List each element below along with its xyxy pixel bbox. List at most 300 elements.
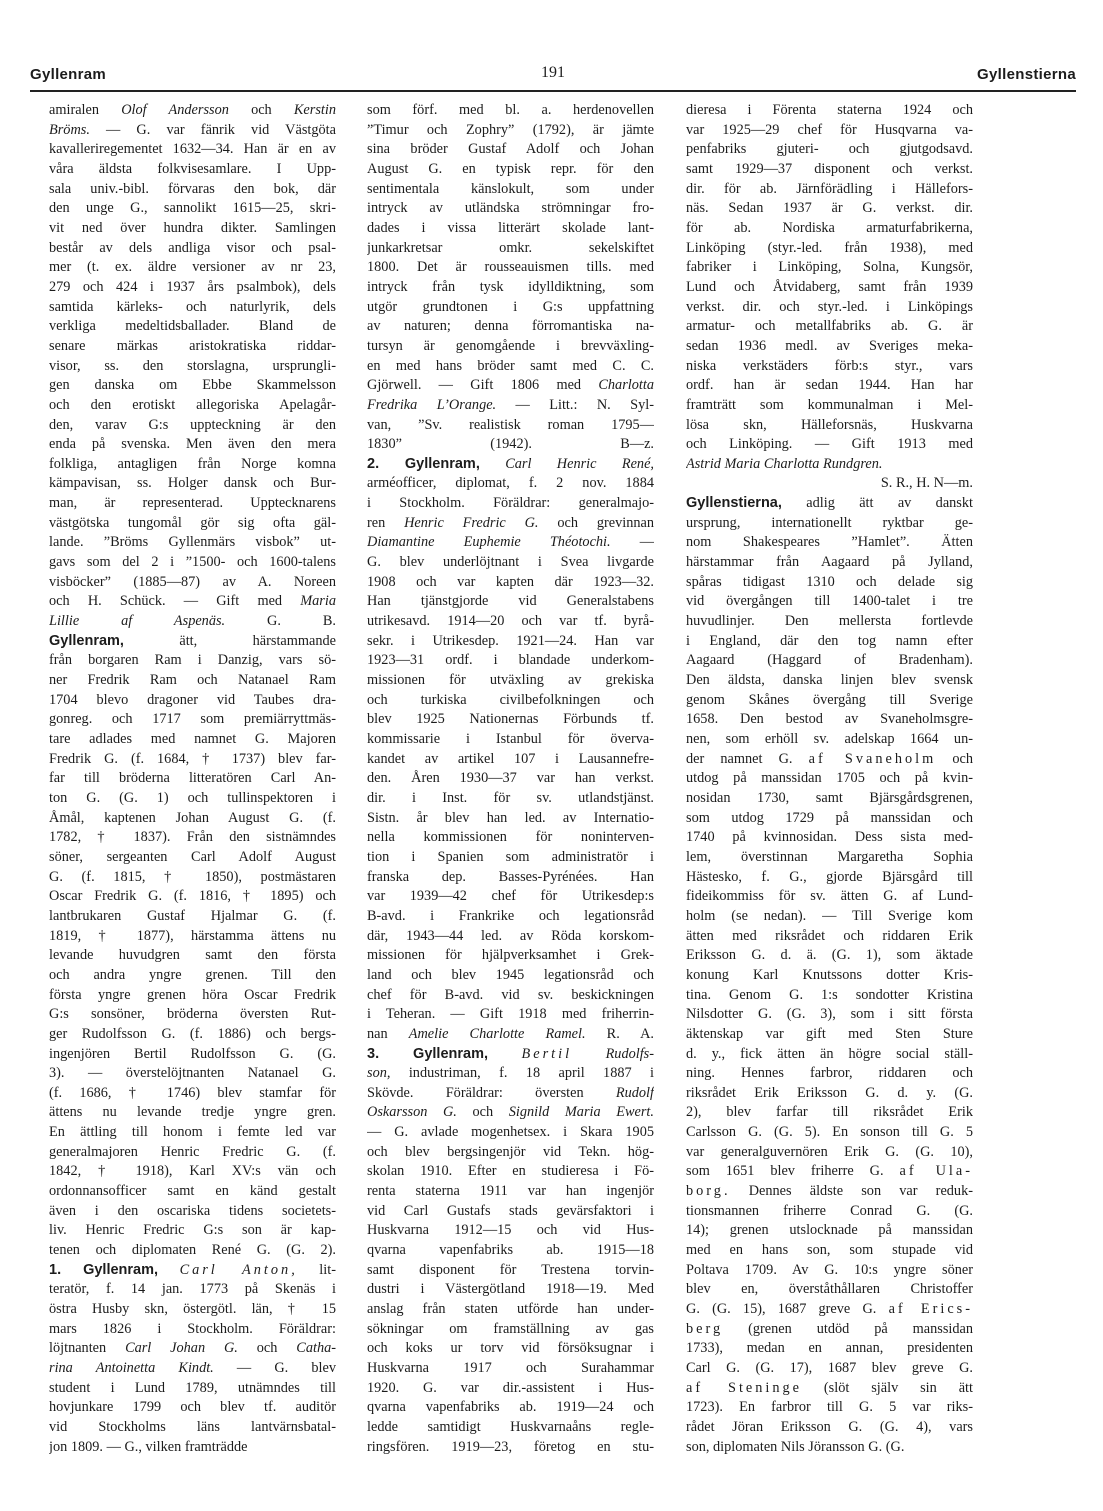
text-run: utdog på manssidan 1705 och på kvin- — [686, 770, 973, 787]
text-run: kämpavisan, ss. Holger dansk och Bur- — [49, 475, 336, 492]
italic-name: Astrid Maria Charlotta Rundgren. — [686, 455, 883, 472]
running-head-left: Gyllenram — [30, 66, 107, 83]
text-line — [686, 848, 973, 868]
text-run: dir. i Inst. för sv. utlandstjänst. — [367, 789, 654, 806]
text-line — [49, 769, 336, 789]
text-run: näs. Sedan 1937 är G. verkst. dir. — [686, 200, 973, 217]
italic-name: Carl Anton, — [179, 1261, 298, 1278]
text-run: missionen för hjälpverksamhet i Grek- — [367, 947, 654, 964]
text-line — [686, 494, 973, 514]
text-line — [49, 494, 336, 514]
text-line — [49, 946, 336, 966]
text-line — [49, 828, 336, 848]
text-run: af Svaneholm — [808, 750, 937, 767]
text-run: hovjunkare 1799 och blev tf. auditör — [49, 1399, 336, 1416]
text-run: gonreg. och 1717 som premiärryttmäs- — [49, 711, 336, 728]
text-run: 1819, † 1877), härstamma ättens nu — [49, 927, 336, 944]
text-column-1 — [49, 101, 336, 1481]
italic-name: Lillie af Aspenäs. — [49, 613, 226, 630]
text-line — [49, 710, 336, 730]
text-line — [367, 946, 654, 966]
text-run: ätten med riksrådet och riddaren Erik — [686, 927, 973, 944]
text-line — [49, 121, 336, 141]
text-run: lantbrukaren Gustaf Hjalmar G. (f. — [49, 907, 336, 924]
text-run: spåras tidigast 1310 och delade sig — [686, 573, 973, 590]
text-run: sökningar om framställning av gas — [367, 1320, 654, 1337]
text-line — [686, 553, 973, 573]
text-line — [686, 357, 973, 377]
text-run: gen danska om Ebbe Skammelsson — [49, 377, 336, 394]
text-line — [367, 278, 654, 298]
text-run: student i Lund 1789, utnämndes till — [49, 1379, 336, 1396]
text-line — [686, 1123, 973, 1143]
text-line — [49, 1261, 336, 1281]
text-line — [686, 199, 973, 219]
text-line — [49, 927, 336, 947]
text-run: och H. Schück. — Gift med — [49, 593, 301, 610]
text-line — [686, 258, 973, 278]
text-line — [686, 1103, 973, 1123]
text-line — [686, 337, 973, 357]
text-run: i Stockholm. Föräldrar: generalmajo- — [367, 495, 654, 512]
text-run: ning. Hennes farbror, riddaren och — [686, 1065, 973, 1082]
italic-name: Catha- — [296, 1340, 336, 1357]
text-line — [49, 1398, 336, 1418]
text-line — [686, 671, 973, 691]
text-line — [367, 553, 654, 573]
text-line — [367, 1162, 654, 1182]
text-run: Hästesko, f. G., gjorde Bjärsgård till — [686, 868, 973, 885]
text-line — [686, 730, 973, 750]
text-run: borg. — [686, 1183, 731, 1200]
text-line — [49, 1379, 336, 1399]
text-line — [367, 298, 654, 318]
text-line — [49, 101, 336, 121]
text-line — [686, 651, 973, 671]
text-line — [686, 632, 973, 652]
text-line — [49, 514, 336, 534]
text-run: ordf. han är sedan 1944. Han har — [686, 377, 973, 394]
text-line — [49, 1143, 336, 1163]
text-run: arméofficer, diplomat, f. 2 nov. 1884 — [367, 475, 654, 492]
text-run: i England, där den tog namn efter — [686, 632, 973, 649]
text-run: sentimentala känslokult, som under — [367, 180, 654, 197]
text-line — [367, 1084, 654, 1104]
text-run: tare adlades med namnet G. Majoren — [49, 731, 336, 747]
text-run: 1908 och var kapten där 1923—32. — [367, 573, 654, 590]
text-run: Den äldsta, danska linjen blev svensk — [686, 672, 973, 689]
text-run: R. A. — [585, 1025, 654, 1042]
text-run: och Linköping. — Gift 1913 med — [686, 436, 973, 453]
italic-name: Oskarsson G. — [367, 1104, 457, 1121]
text-line — [49, 632, 336, 652]
text-run: (f. 1686, † 1746) blev stamfar för — [49, 1084, 336, 1101]
text-run: intryck av utländska strömningar fro- — [367, 200, 654, 217]
text-run: utrikesavd. 1914—20 och var tf. byrå- — [367, 613, 654, 630]
text-line — [367, 966, 654, 986]
text-line — [49, 357, 336, 377]
text-line — [49, 396, 336, 416]
text-run: även i den oscariska tidens societets- — [49, 1202, 336, 1219]
text-run: d. y., fick ätten än högre social ställ- — [686, 1045, 973, 1062]
text-line — [367, 710, 654, 730]
text-line — [367, 907, 654, 927]
text-line — [686, 1241, 973, 1261]
text-line — [686, 1379, 973, 1399]
text-line — [686, 691, 973, 711]
text-run: dustri i Västergötland 1918—19. Med — [367, 1281, 654, 1298]
text-line — [367, 337, 654, 357]
text-run: Poltava 1709. Av G. 10:s yngre söner — [686, 1261, 973, 1278]
text-line — [686, 789, 973, 809]
text-line — [367, 828, 654, 848]
text-run: S. R., H. N—m. — [880, 475, 973, 492]
text-run: renta staterna 1911 var han ingenjör — [367, 1183, 654, 1200]
text-line — [367, 1103, 654, 1123]
page-header — [30, 64, 1076, 88]
text-run: Carl G. (G. 17), 1687 blev greve G. — [686, 1360, 973, 1376]
text-line — [686, 1045, 973, 1065]
text-line — [367, 887, 654, 907]
text-line — [367, 199, 654, 219]
text-run: niska verkstäders förb:s styr., vars — [686, 357, 973, 374]
text-run: och — [456, 1104, 509, 1121]
text-run: samtida kärleks- och naturlyrik, dels — [49, 298, 336, 315]
text-line — [49, 239, 336, 259]
text-line — [367, 789, 654, 809]
text-line — [686, 121, 973, 141]
text-run: — Litt.: N. Syl- — [496, 396, 654, 413]
text-line — [686, 435, 973, 455]
text-run: 279 och 424 i 1937 års psalmbok), dels — [49, 278, 336, 295]
text-line — [367, 1221, 654, 1241]
text-run: G. B. — [225, 613, 336, 630]
text-run: kandet av artikel 107 i Lausannefre- — [367, 750, 654, 767]
text-run: västgötska tungomål gör sig ofta gäl- — [49, 514, 336, 531]
text-run: dieresa i Förenta staterna 1924 och — [686, 102, 973, 118]
text-run: fabriker i Linköping, Solna, Kungsör, — [686, 259, 973, 276]
text-run: ger Rudolfsson G. (f. 1886) och bergs- — [49, 1025, 336, 1042]
text-line — [367, 1064, 654, 1084]
text-line — [367, 1202, 654, 1222]
text-line — [49, 553, 336, 573]
text-run: G:s sonsöner, bröderna översten Rut- — [49, 1006, 336, 1023]
italic-name: Bertil — [521, 1045, 573, 1062]
text-line — [686, 514, 973, 534]
text-line — [49, 887, 336, 907]
text-run: 1782, † 1837). Från den sistnämndes — [49, 829, 336, 846]
text-run: G. (f. 1815, † 1850), postmästaren — [49, 868, 336, 885]
text-line — [367, 219, 654, 239]
text-line — [686, 1339, 973, 1359]
text-line — [49, 1221, 336, 1241]
text-run: 1733), medan en annan, presidenten — [686, 1340, 973, 1357]
text-line — [686, 946, 973, 966]
text-line — [49, 140, 336, 160]
text-run: Skövde. Föräldrar: översten — [367, 1084, 616, 1101]
italic-name: Rudolf — [615, 1084, 654, 1101]
text-line — [367, 651, 654, 671]
text-run: östra Husby skn, östergötl. län, † 15 — [49, 1301, 336, 1318]
text-line — [49, 592, 336, 612]
text-line — [367, 1261, 654, 1281]
text-line — [686, 278, 973, 298]
entry-headword: Gyllenstierna, — [686, 495, 782, 512]
text-run: sedan 1936 medl. av Sveriges meka- — [686, 337, 973, 354]
italic-name: Olof Andersson — [121, 102, 229, 118]
text-run: ätt, härstammande — [123, 632, 336, 649]
text-run: 1723). En farbror till G. 5 var riks- — [686, 1399, 973, 1416]
text-line — [686, 1438, 973, 1458]
text-line — [686, 1182, 973, 1202]
text-line — [367, 1280, 654, 1300]
text-line — [49, 1359, 336, 1379]
text-run: af Ula- — [899, 1163, 973, 1180]
text-line — [367, 868, 654, 888]
text-line — [686, 1084, 973, 1104]
text-line — [686, 1064, 973, 1084]
text-run: En ättling till honom i femte led var — [49, 1124, 336, 1141]
text-line — [367, 1339, 654, 1359]
text-line — [686, 592, 973, 612]
text-run: som förf. med bl. a. herdenovellen — [367, 102, 654, 118]
text-run: Fredrik G. (f. 1684, † 1737) blev far- — [49, 750, 336, 767]
text-line — [367, 357, 654, 377]
text-line — [686, 1398, 973, 1418]
text-line — [686, 887, 973, 907]
text-line — [49, 317, 336, 337]
text-run: ringsfören. 1919—23, företog en stu- — [367, 1438, 654, 1455]
text-run: Huskvarna 1917 och Surahammar — [367, 1360, 654, 1376]
text-run: nom Shakespeares ”Hamlet”. Ätten — [686, 534, 973, 551]
italic-name: Carl Henric René, — [505, 455, 654, 472]
text-run: var generalguvernören Erik G. (G. 10), — [686, 1143, 973, 1160]
text-line — [686, 1202, 973, 1222]
text-line — [686, 180, 973, 200]
text-run: 1800. Det är rousseauismen tills. med — [367, 259, 654, 276]
text-line — [367, 376, 654, 396]
text-line — [49, 1320, 336, 1340]
text-line — [367, 140, 654, 160]
text-run: ”Timur och Zophry” (1792), är jämte — [367, 121, 654, 138]
text-line — [49, 573, 336, 593]
text-run: qvarna vapenfabriks ab. 1919—24 och — [367, 1399, 654, 1416]
text-run: ner Fredrik Ram och Natanael Ram — [49, 672, 336, 689]
text-line — [49, 1025, 336, 1045]
text-run: 1658. Den bestod av Svaneholmsgre- — [686, 711, 973, 728]
text-run: och koks ur torv vid försöksugnar i — [367, 1340, 654, 1357]
text-line — [686, 317, 973, 337]
text-line — [367, 180, 654, 200]
text-run: vid Carl Gustafs stads gevärsfaktori i — [367, 1202, 654, 1219]
text-line — [49, 986, 336, 1006]
text-run: af Steninge — [686, 1379, 803, 1396]
text-line — [49, 1241, 336, 1261]
text-line — [49, 691, 336, 711]
text-line — [49, 1162, 336, 1182]
text-run: härstammar från Aagaard på Jylland, — [686, 554, 973, 571]
text-line — [49, 1300, 336, 1320]
text-run: lande. ”Bröms Gyllenmärs visbok” ut- — [49, 534, 336, 551]
text-line — [686, 986, 973, 1006]
page-number: 191 — [541, 64, 565, 81]
text-run: anslag från staten utförde han under- — [367, 1301, 654, 1318]
text-line — [49, 671, 336, 691]
text-run: ren — [367, 514, 405, 531]
text-line — [49, 750, 336, 770]
text-line — [367, 1300, 654, 1320]
text-run: samt disponent för Trestena torvin- — [367, 1261, 654, 1278]
text-line — [367, 592, 654, 612]
entry-headword: 3. Gyllenram, — [367, 1045, 488, 1062]
text-run: kommissarie i Istanbul för överva- — [367, 731, 654, 747]
text-line — [367, 1398, 654, 1418]
text-run: i Teheran. — Gift 1918 med friherrin- — [367, 1006, 654, 1023]
text-run: den unge G., sannolikt 1615—25, skri- — [49, 200, 336, 217]
text-run: 1923—31 ordf. i blandade underkom- — [367, 652, 654, 669]
text-run: franska dep. Basses-Pyrénées. Han — [367, 868, 654, 885]
text-line — [49, 474, 336, 494]
text-line — [49, 298, 336, 318]
text-line — [49, 455, 336, 475]
text-line — [367, 691, 654, 711]
text-run: tursyn är genomgående i brevväxling- — [367, 337, 654, 354]
text-run: enda på svenska. Men även den mera — [49, 436, 336, 453]
text-run: (slöt själv sin ätt — [802, 1379, 973, 1396]
text-line — [367, 474, 654, 494]
text-line — [686, 573, 973, 593]
text-line — [686, 1261, 973, 1281]
text-line — [367, 1123, 654, 1143]
text-line — [367, 1241, 654, 1261]
text-line — [367, 533, 654, 553]
text-line — [686, 239, 973, 259]
text-line — [367, 435, 654, 455]
entry-headword: 2. Gyllenram, — [367, 455, 480, 472]
text-line — [49, 848, 336, 868]
text-line — [367, 573, 654, 593]
text-run: den, varav G:s uppteckning är den — [49, 416, 336, 433]
text-run: van, ”Sv. realistisk roman 1795— — [367, 416, 654, 433]
text-run: — G. var fänrik vid Västgöta — [89, 121, 336, 138]
text-run: med en hans son, som stupade vid — [686, 1242, 973, 1259]
text-run: Oscar Fredrik G. (f. 1816, † 1895) och — [49, 888, 336, 905]
text-line — [686, 1025, 973, 1045]
text-run: tion i Spanien som administratör i — [367, 848, 654, 865]
text-run: lem, överstinnan Margaretha Sophia — [686, 848, 973, 865]
text-run: land och blev 1945 legationsråd och — [367, 966, 654, 983]
text-run: lösa skn, Hälleforsnäs, Huskvarna — [686, 416, 973, 433]
italic-name: Diamantine Euphemie Théotochi. — [367, 534, 611, 551]
text-line — [49, 376, 336, 396]
text-run: 1704 blevo dragoner vid Taubes dra- — [49, 691, 336, 708]
text-run: 2), blev farfar till riksrådet Erik — [686, 1104, 973, 1121]
text-line — [49, 1202, 336, 1222]
text-line — [367, 317, 654, 337]
text-run: liv. Henric Fredric G:s son är kap- — [49, 1222, 336, 1239]
text-line — [686, 1280, 973, 1300]
text-run: ton G. (G. 1) och tullinspektoren i — [49, 789, 336, 806]
text-line — [367, 1320, 654, 1340]
text-run: söner, sergeanten Carl Adolf August — [49, 848, 336, 865]
text-run: för ab. Nordiska armaturfabrikerna, — [686, 219, 973, 236]
text-run: generalmajoren Henric Fredric G. (f. — [49, 1143, 336, 1160]
text-run: fideikommiss för sv. ätten G. af Lund- — [686, 888, 973, 905]
text-run: tina. Genom G. 1:s sondotter Kristina — [686, 986, 973, 1003]
text-line — [367, 1182, 654, 1202]
text-line — [686, 396, 973, 416]
text-run: Gjörwell. — Gift 1806 med — [367, 377, 599, 394]
text-line — [49, 1339, 336, 1359]
text-run: och blev bergsingenjör vid Tekn. hög- — [367, 1143, 654, 1160]
text-column-2 — [367, 101, 654, 1481]
text-run: Han tjänstgjorde vid Generalstabens — [367, 593, 654, 610]
text-run: — — [610, 534, 654, 551]
text-line — [367, 1143, 654, 1163]
text-line — [367, 848, 654, 868]
text-run: far till bröderna litteratören Carl An- — [49, 770, 336, 787]
italic-name: Bröms. — [49, 121, 90, 138]
header-rule — [30, 90, 1076, 92]
text-line — [686, 710, 973, 730]
text-run: framträtt som kommunalman i Mel- — [686, 396, 973, 413]
text-run: där, 1943—44 led. av Röda korskom- — [367, 927, 654, 944]
text-run: son, diplomaten Nils Jöransson G. (G. — [686, 1438, 905, 1455]
text-line — [686, 474, 973, 494]
italic-name: Maria — [300, 593, 336, 610]
text-run — [572, 1046, 606, 1062]
text-line — [367, 514, 654, 534]
text-line — [49, 1418, 336, 1438]
text-line — [49, 1103, 336, 1123]
text-run: af Erics- — [888, 1301, 973, 1318]
text-line — [49, 789, 336, 809]
text-run: lit- — [297, 1261, 336, 1278]
text-line — [686, 1005, 973, 1025]
text-run: nella kommissionen för noninterven- — [367, 829, 654, 846]
text-run: man, är representerad. Upptecknarens — [49, 495, 336, 512]
text-run: Dennes äldste son var reduk- — [730, 1183, 973, 1200]
italic-name: Kerstin — [293, 102, 336, 118]
text-line — [49, 416, 336, 436]
text-run: B-avd. i Frankrike och legationsråd — [367, 907, 654, 924]
text-run: tenen och diplomaten René G. (G. 2). — [49, 1242, 336, 1259]
text-run: levande huvudgren samt den första — [49, 947, 336, 964]
text-line — [686, 966, 973, 986]
text-run: Eriksson G. d. ä. (G. 1), som äktade — [686, 947, 973, 964]
text-run: sekr. i Utrikesdep. 1921—24. Han var — [367, 632, 654, 649]
text-line — [686, 769, 973, 789]
text-run: nen, som erhöll sv. adelskap 1664 un- — [686, 731, 973, 747]
text-line — [49, 258, 336, 278]
text-line — [686, 809, 973, 829]
text-run: ledde samtidigt Huskvarnaåns regle- — [367, 1418, 654, 1435]
text-run: G. blev underlöjtnant i Svea livgarde — [367, 554, 654, 571]
text-run: utgör grundtonen i G:s uppfattning — [367, 298, 654, 315]
text-run: senare märkas aristokratiska riddar- — [49, 337, 336, 354]
text-run: dades i vissa litterärt skolade lant- — [367, 219, 654, 236]
text-run: der namnet G. — [686, 750, 809, 767]
text-run: penfabriks gjuteri- och gjutgodsavd. — [686, 141, 973, 158]
italic-name: Signild Maria Ewert. — [508, 1104, 654, 1121]
text-line — [686, 101, 973, 121]
text-line — [49, 160, 336, 180]
text-run: och den erotiskt allegoriska Apelagår- — [49, 396, 336, 413]
text-line — [49, 1438, 336, 1458]
text-run: ingenjören Bertil Rudolfsson G. (G. — [49, 1045, 336, 1062]
text-run: konung Karl Knutssons dotter Kris- — [686, 966, 973, 983]
text-line — [367, 809, 654, 829]
